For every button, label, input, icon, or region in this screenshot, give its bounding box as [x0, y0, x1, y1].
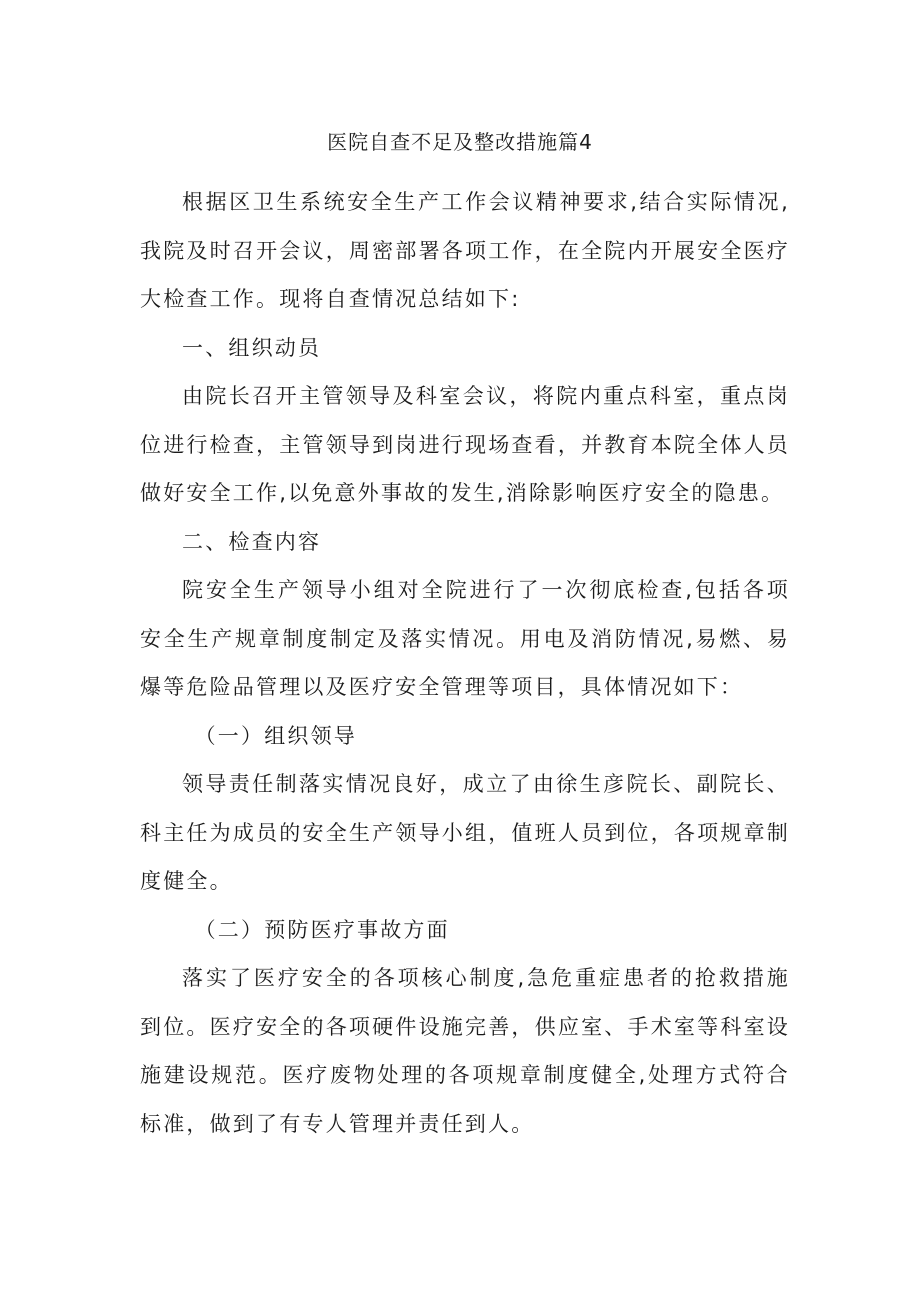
- document-body: [140, 178, 790, 1148]
- paragraph-inspection: 院安全生产领导小组对全院进行了一次彻底检查,包括各项安全生产规章制度制定及落实情况。用电及消防情况,易燃、易爆等危险品管理以及医疗安全管理等项目，具体情况如下：: [140, 578, 790, 699]
- subsection-heading-1: （一）组织领导: [194, 723, 357, 748]
- subsection-heading-2: （二）预防医疗事故方面: [194, 917, 450, 942]
- paragraph-intro: 根据区卫生系统安全生产工作会议精神要求,结合实际情况,我院及时召开会议，周密部署各项工作，在全院内开展安全医疗大检查工作。现将自查情况总结如下:: [140, 190, 790, 311]
- document-title: 医院自查不足及整改措施篇4: [327, 130, 593, 154]
- paragraph-leadership: 领导责任制落实情况良好，成立了由徐生彦院长、副院长、科主任为成员的安全生产领导小组，值班人员到位，各项规章制度健全。: [140, 772, 790, 893]
- paragraph-mobilization: 由院长召开主管领导及科室会议，将院内重点科室，重点岗位进行检查，主管领导到岗进行现场查看，并教育本院全体人员做好安全工作,以免意外事故的发生,消除影响医疗安全的隐患。: [140, 384, 790, 505]
- section-heading-2: 二、检查内容: [182, 529, 322, 554]
- paragraph-prevention: 落实了医疗安全的各项核心制度,急危重症患者的抢救措施到位。医疗安全的各项硬件设施完善，供应室、手术室等科室设施建设规范。医疗废物处理的各项规章制度健全,处理方式符合标准，做到了有专人管理并责任到人。: [140, 966, 790, 1136]
- section-heading-1: 一、组织动员: [182, 335, 322, 360]
